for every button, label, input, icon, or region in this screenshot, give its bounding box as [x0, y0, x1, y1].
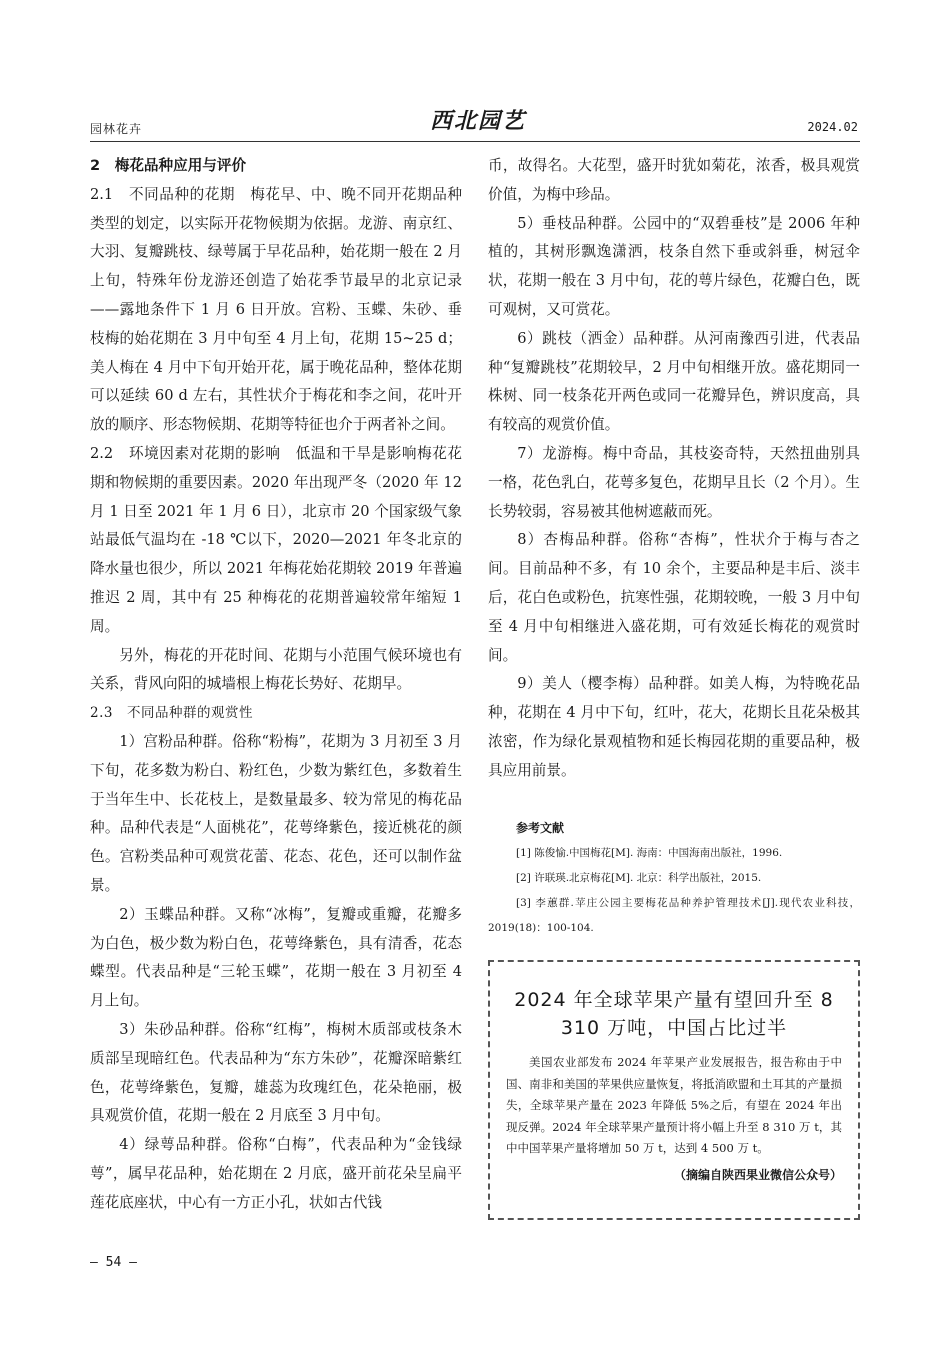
- paragraph-lve: 4）绿萼品种群。俗称“白梅”，代表品种为“金钱绿萼”，属早花品种，始花期在 2 月底，盛开前花朵呈扁平莲花底座状，中心有一方正小孔，状如古代钱: [90, 1136, 462, 1211]
- paragraph-microclimate: 另外，梅花的开花时间、花期与小范围气候环境也有关系，背风向阳的城墙根上梅花长势好、花期早。: [90, 646, 462, 693]
- left-column: [90, 152, 462, 1217]
- paragraph-meiren: 9）美人（樱李梅）品种群。如美人梅，为特晚花品种，花期在 4 月中下旬，红叶，花大，花期长且花朵极其浓密，作为绿化景观植物和延长梅园花期的重要品种，极具应用前景。: [488, 675, 860, 779]
- paragraph-lve-cont: 币，故得名。大花型，盛开时犹如菊花，浓香，极具观赏价值，为梅中珍品。: [488, 157, 860, 203]
- news-source: （摘编自陕西果业微信公众号）: [673, 1167, 842, 1182]
- paragraph-gongfen: 1）宫粉品种群。俗称“粉梅”，花期为 3 月初至 3 月下旬，花多数为粉白、粉红色，少数为紫红色，多数着生于当年生中、长花枝上，是数量最多、较为常见的梅花品种。品种代表是“人面桃花”，花萼绛紫色，接近桃花的颜色。宫粉类品种可观赏花蕾、花态、花色，还可以制作盆景。: [90, 732, 462, 894]
- reference-item: [3] 李蕙群.苹庄公园主要梅花品种养护管理技术[J].现代农业科技，2019(18)：100-104.: [488, 896, 860, 934]
- page-number: — 54 —: [90, 1255, 137, 1270]
- references-title: 参考文献: [516, 820, 565, 835]
- paragraph-2-1: 2.1 不同品种的花期 梅花早、中、晚不同开花期品种类型的划定，以实际开花物候期为依据。龙游、南京红、大羽、复瓣跳枝、绿萼属于早花品种，始花期一般在 2 月上旬，特殊年份龙游还创造了始花季节最早的北京记录——露地条件下 1 月 6 日开放。宫粉、玉蝶、朱砂、垂枝梅的始花期在 3 月中旬至 4 月上旬，花期 15~25 d；美人梅在 4 月中下旬开始开花，属于晚花品种，整体花期可以延续 60 d 左右，其性状介于梅花和李之间，花叶开放的顺序、形态物候期、花期等特征也介于两者补之间。: [90, 185, 462, 434]
- paragraph-tiaozhi: 6）跳枝（洒金）品种群。从河南豫西引进，代表品种“复瓣跳枝”花期较早，2 月中旬相继开放。盛花期同一株树、同一枝条花开两色或同一花瓣异色，辨识度高，具有较高的观赏价值。: [488, 329, 860, 434]
- news-body: 美国农业部发布 2024 年苹果产业发展报告，报告称由于中国、南非和美国的苹果供应量恢复，将抵消欧盟和土耳其的产量损失，全球苹果产量在 2023 年降低 5%之后，有望在 2024 年出现反弹。2024 年全球苹果产量预计将小幅上升至 8 310 万 t，其中中国苹果产量将增加 50 万 t，达到 4 500 万 t。: [506, 1055, 842, 1155]
- paragraph-zhusha: 3）朱砂品种群。俗称“红梅”，梅树木质部或枝条木质部呈现暗红色。代表品种为“东方朱砂”，花瓣深暗紫红色，花萼绛紫色，复瓣，雄蕊为玫瑰红色，花朵艳丽，极具观赏价值，花期一般在 2 月底至 3 月中旬。: [90, 1020, 462, 1125]
- paragraph-longyou: 7）龙游梅。梅中奇品，其枝姿奇特，天然扭曲别具一格，花色乳白，花萼多复色，花期早且长（2 个月）。生长势较弱，容易被其他树遮蔽而死。: [488, 444, 860, 520]
- right-column: [488, 152, 860, 941]
- paragraph-yudie: 2）玉蝶品种群。又称“冰梅”，复瓣或重瓣，花瓣多为白色，极少数为粉白色，花萼绛紫色，具有清香，花态蝶型。代表品种是“三轮玉蝶”，花期一般在 3 月初至 4 月上旬。: [90, 905, 462, 1010]
- journal-logo: 西北园艺: [430, 108, 527, 134]
- issue-number: 2024.02: [807, 120, 858, 134]
- news-title: 2024 年全球苹果产量有望回升至 8 310 万吨，中国占比过半: [514, 989, 834, 1039]
- reference-item: [1] 陈俊愉.中国梅花[M]. 海南：中国海南出版社，1996.: [516, 846, 783, 859]
- paragraph-chuizhi: 5）垂枝品种群。公园中的“双碧垂枝”是 2006 年种植的，其树形飘逸潇洒，枝条自然下垂或斜垂，树冠伞状，花期一般在 3 月中旬，花的萼片绿色，花瓣白色，既可观树，又可赏花。: [488, 214, 860, 318]
- reference-item: [2] 许联瑛.北京梅花[M]. 北京：科学出版社，2015.: [516, 871, 762, 884]
- subsection-heading-2-3: 2.3 不同品种群的观赏性: [90, 705, 253, 722]
- paragraph-xingmei: 8）杏梅品种群。俗称“杏梅”，性状介于梅与杏之间。目前品种不多，有 10 余个，主要品种是丰后、淡丰后，花白色或粉色，抗寒性强，花期较晚，一般 3 月中旬至 4 月中旬相继进入盛花期，可有效延长梅花的观赏时间。: [488, 531, 860, 664]
- section-heading: 2 梅花品种应用与评价: [90, 157, 247, 174]
- paragraph-2-2: 2.2 环境因素对花期的影响 低温和干旱是影响梅花花期和物候期的重要因素。2020 年出现严冬（2020 年 12 月 1 日至 2021 年 1 月 6 日），北京市 20 个国家级气象站最低气温均在 -18 ℃以下，2020—2021 年冬北京的降水量也很少，所以 2021 年梅花始花期较 2019 年普遍推迟 2 周，其中有 25 种梅花的花期普遍较常年缩短 1 周。: [90, 444, 462, 635]
- references: [488, 816, 860, 941]
- section-label: 园林花卉: [90, 122, 143, 136]
- header-rule: [90, 141, 860, 142]
- news-box: [488, 960, 860, 1220]
